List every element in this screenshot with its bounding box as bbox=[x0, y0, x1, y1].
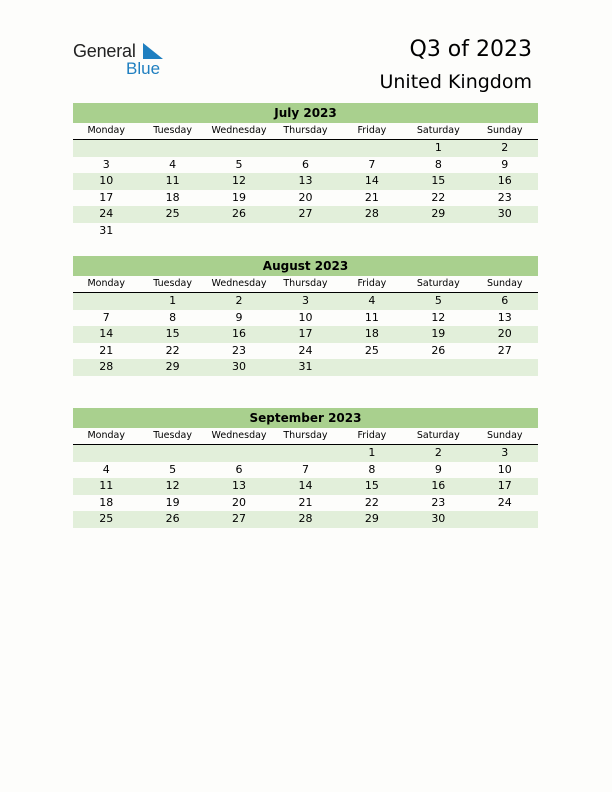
day-cell: 15 bbox=[165, 327, 180, 340]
day-cell: 24 bbox=[298, 343, 313, 357]
day-cell: 23 bbox=[497, 190, 512, 204]
day-cell: 29 bbox=[431, 207, 446, 220]
day-cell bbox=[73, 293, 139, 310]
page-title: Q3 of 2023 bbox=[409, 37, 532, 62]
day-cell: 28 bbox=[298, 512, 313, 525]
week-row bbox=[73, 293, 538, 310]
weekday-label: Sunday bbox=[486, 125, 523, 136]
day-cell bbox=[272, 445, 338, 462]
day-cell bbox=[472, 359, 538, 376]
page-subtitle: United Kingdom bbox=[379, 71, 532, 93]
day-cell: 14 bbox=[99, 327, 114, 340]
day-cell: 22 bbox=[364, 495, 379, 509]
day-cell bbox=[139, 140, 205, 157]
day-cell: 2 bbox=[501, 141, 509, 154]
day-cell: 28 bbox=[99, 360, 114, 373]
weekday-label: Saturday bbox=[416, 430, 460, 441]
day-cell: 7 bbox=[368, 157, 376, 171]
day-cell: 25 bbox=[364, 343, 379, 357]
day-cell: 4 bbox=[102, 462, 110, 476]
weekday-label: Sunday bbox=[486, 278, 523, 289]
day-cell: 2 bbox=[235, 294, 243, 307]
day-cell: 16 bbox=[497, 174, 512, 187]
logo-general-text: General bbox=[73, 41, 136, 61]
day-cell: 12 bbox=[165, 479, 180, 492]
day-cell: 13 bbox=[298, 174, 313, 187]
day-cell: 24 bbox=[99, 207, 114, 220]
weekday-label: Tuesday bbox=[153, 430, 192, 441]
day-cell: 31 bbox=[298, 360, 313, 373]
month-calendar-september bbox=[73, 408, 538, 528]
day-cell: 14 bbox=[298, 479, 313, 492]
day-cell bbox=[139, 445, 205, 462]
day-cell: 30 bbox=[232, 360, 247, 373]
week-row bbox=[73, 223, 538, 240]
day-cell: 26 bbox=[232, 207, 247, 220]
weekday-label: Monday bbox=[87, 278, 125, 289]
day-cell: 12 bbox=[232, 174, 247, 187]
day-cell bbox=[472, 223, 538, 240]
weekday-label: Tuesday bbox=[153, 278, 192, 289]
day-cell: 19 bbox=[431, 327, 446, 340]
day-cell: 6 bbox=[301, 157, 309, 171]
weekday-label: Saturday bbox=[416, 125, 460, 136]
week-row bbox=[73, 173, 538, 190]
day-cell: 9 bbox=[501, 157, 509, 171]
day-cell: 19 bbox=[165, 495, 180, 509]
day-cell: 30 bbox=[497, 207, 512, 220]
logo-triangle-icon bbox=[141, 43, 163, 59]
day-cell: 7 bbox=[301, 462, 309, 476]
day-cell: 6 bbox=[501, 294, 509, 307]
day-cell: 17 bbox=[99, 190, 114, 204]
day-cell: 12 bbox=[431, 310, 446, 324]
day-cell: 3 bbox=[501, 446, 509, 459]
day-cell bbox=[206, 140, 272, 157]
day-cell: 10 bbox=[497, 462, 512, 476]
day-cell: 27 bbox=[298, 207, 313, 220]
day-cell: 1 bbox=[368, 446, 376, 459]
day-cell: 8 bbox=[169, 310, 177, 324]
day-cell: 20 bbox=[497, 327, 512, 340]
day-cell: 6 bbox=[235, 462, 243, 476]
day-cell bbox=[206, 223, 272, 240]
day-cell: 29 bbox=[364, 512, 379, 525]
day-cell: 21 bbox=[364, 190, 379, 204]
day-cell: 13 bbox=[232, 479, 247, 492]
month-title: September 2023 bbox=[73, 408, 538, 428]
day-cell: 3 bbox=[102, 157, 110, 171]
day-cell: 26 bbox=[165, 512, 180, 525]
weekday-label: Monday bbox=[87, 125, 125, 136]
day-cell: 11 bbox=[364, 310, 379, 324]
day-cell: 18 bbox=[99, 495, 114, 509]
week-row bbox=[73, 206, 538, 223]
week-row bbox=[73, 478, 538, 495]
day-cell: 2 bbox=[434, 446, 442, 459]
weekday-label: Friday bbox=[357, 278, 387, 289]
day-cell: 11 bbox=[99, 479, 114, 492]
month-calendar-july bbox=[73, 103, 538, 239]
day-cell: 29 bbox=[165, 360, 180, 373]
day-cell: 28 bbox=[364, 207, 379, 220]
day-cell: 25 bbox=[165, 207, 180, 220]
weekday-label: Thursday bbox=[283, 278, 328, 289]
weekday-label: Wednesday bbox=[211, 430, 267, 441]
day-cell: 7 bbox=[102, 310, 110, 324]
week-row bbox=[73, 326, 538, 343]
day-cell: 23 bbox=[431, 495, 446, 509]
day-cell: 16 bbox=[431, 479, 446, 492]
weekday-label: Friday bbox=[357, 125, 387, 136]
day-cell: 10 bbox=[298, 310, 313, 324]
week-row bbox=[73, 310, 538, 327]
weekday-label: Monday bbox=[87, 430, 125, 441]
day-cell: 25 bbox=[99, 512, 114, 525]
day-cell: 4 bbox=[169, 157, 177, 171]
day-cell: 15 bbox=[431, 174, 446, 187]
day-cell: 27 bbox=[232, 512, 247, 525]
day-cell bbox=[206, 445, 272, 462]
day-cell: 31 bbox=[99, 223, 114, 237]
day-cell: 9 bbox=[235, 310, 243, 324]
weekday-label: Wednesday bbox=[211, 125, 267, 136]
day-cell: 9 bbox=[434, 462, 442, 476]
weekday-label: Sunday bbox=[486, 430, 523, 441]
day-cell: 26 bbox=[431, 343, 446, 357]
day-cell: 1 bbox=[169, 294, 177, 307]
day-cell bbox=[339, 359, 405, 376]
week-row bbox=[73, 462, 538, 479]
day-cell bbox=[339, 223, 405, 240]
day-cell: 10 bbox=[99, 174, 114, 187]
weekday-header-row bbox=[73, 276, 538, 293]
day-cell: 1 bbox=[434, 141, 442, 154]
day-cell bbox=[339, 140, 405, 157]
day-cell: 17 bbox=[298, 327, 313, 340]
day-cell: 14 bbox=[364, 174, 379, 187]
day-cell: 16 bbox=[232, 327, 247, 340]
weekday-header-row bbox=[73, 428, 538, 445]
day-cell: 20 bbox=[298, 190, 313, 204]
day-cell: 3 bbox=[301, 294, 309, 307]
day-cell: 19 bbox=[232, 190, 247, 204]
day-cell: 15 bbox=[364, 479, 379, 492]
week-row bbox=[73, 190, 538, 207]
weekday-label: Wednesday bbox=[211, 278, 267, 289]
day-cell: 18 bbox=[364, 327, 379, 340]
day-cell: 27 bbox=[497, 343, 512, 357]
weekday-label: Saturday bbox=[416, 278, 460, 289]
weekday-label: Tuesday bbox=[153, 125, 192, 136]
day-cell: 13 bbox=[497, 310, 512, 324]
day-cell bbox=[472, 511, 538, 528]
day-cell: 8 bbox=[434, 157, 442, 171]
day-cell: 21 bbox=[99, 343, 114, 357]
week-row bbox=[73, 495, 538, 512]
day-cell bbox=[272, 223, 338, 240]
day-cell: 23 bbox=[232, 343, 247, 357]
day-cell bbox=[272, 140, 338, 157]
generalblue-logo bbox=[73, 41, 173, 81]
weekday-label: Thursday bbox=[283, 125, 328, 136]
day-cell: 8 bbox=[368, 462, 376, 476]
week-row bbox=[73, 445, 538, 462]
day-cell: 22 bbox=[165, 343, 180, 357]
day-cell: 4 bbox=[368, 294, 376, 307]
weekday-label: Friday bbox=[357, 430, 387, 441]
day-cell bbox=[73, 445, 139, 462]
month-title: August 2023 bbox=[73, 256, 538, 276]
weekday-header-row bbox=[73, 123, 538, 140]
day-cell: 30 bbox=[431, 512, 446, 525]
day-cell: 18 bbox=[165, 190, 180, 204]
day-cell: 24 bbox=[497, 495, 512, 509]
week-row bbox=[73, 359, 538, 376]
weekday-label: Thursday bbox=[283, 430, 328, 441]
week-row bbox=[73, 511, 538, 528]
month-calendar-august bbox=[73, 256, 538, 376]
day-cell bbox=[73, 140, 139, 157]
day-cell bbox=[139, 223, 205, 240]
day-cell: 22 bbox=[431, 190, 446, 204]
day-cell: 5 bbox=[434, 294, 442, 307]
day-cell: 5 bbox=[169, 462, 177, 476]
week-row bbox=[73, 157, 538, 174]
day-cell: 17 bbox=[497, 479, 512, 492]
week-row bbox=[73, 343, 538, 360]
week-row bbox=[73, 140, 538, 157]
day-cell: 11 bbox=[165, 174, 180, 187]
day-cell bbox=[405, 223, 471, 240]
day-cell: 20 bbox=[232, 495, 247, 509]
day-cell: 5 bbox=[235, 157, 243, 171]
month-title: July 2023 bbox=[73, 103, 538, 123]
day-cell: 21 bbox=[298, 495, 313, 509]
logo-blue-text: Blue bbox=[126, 59, 161, 78]
day-cell bbox=[405, 359, 471, 376]
